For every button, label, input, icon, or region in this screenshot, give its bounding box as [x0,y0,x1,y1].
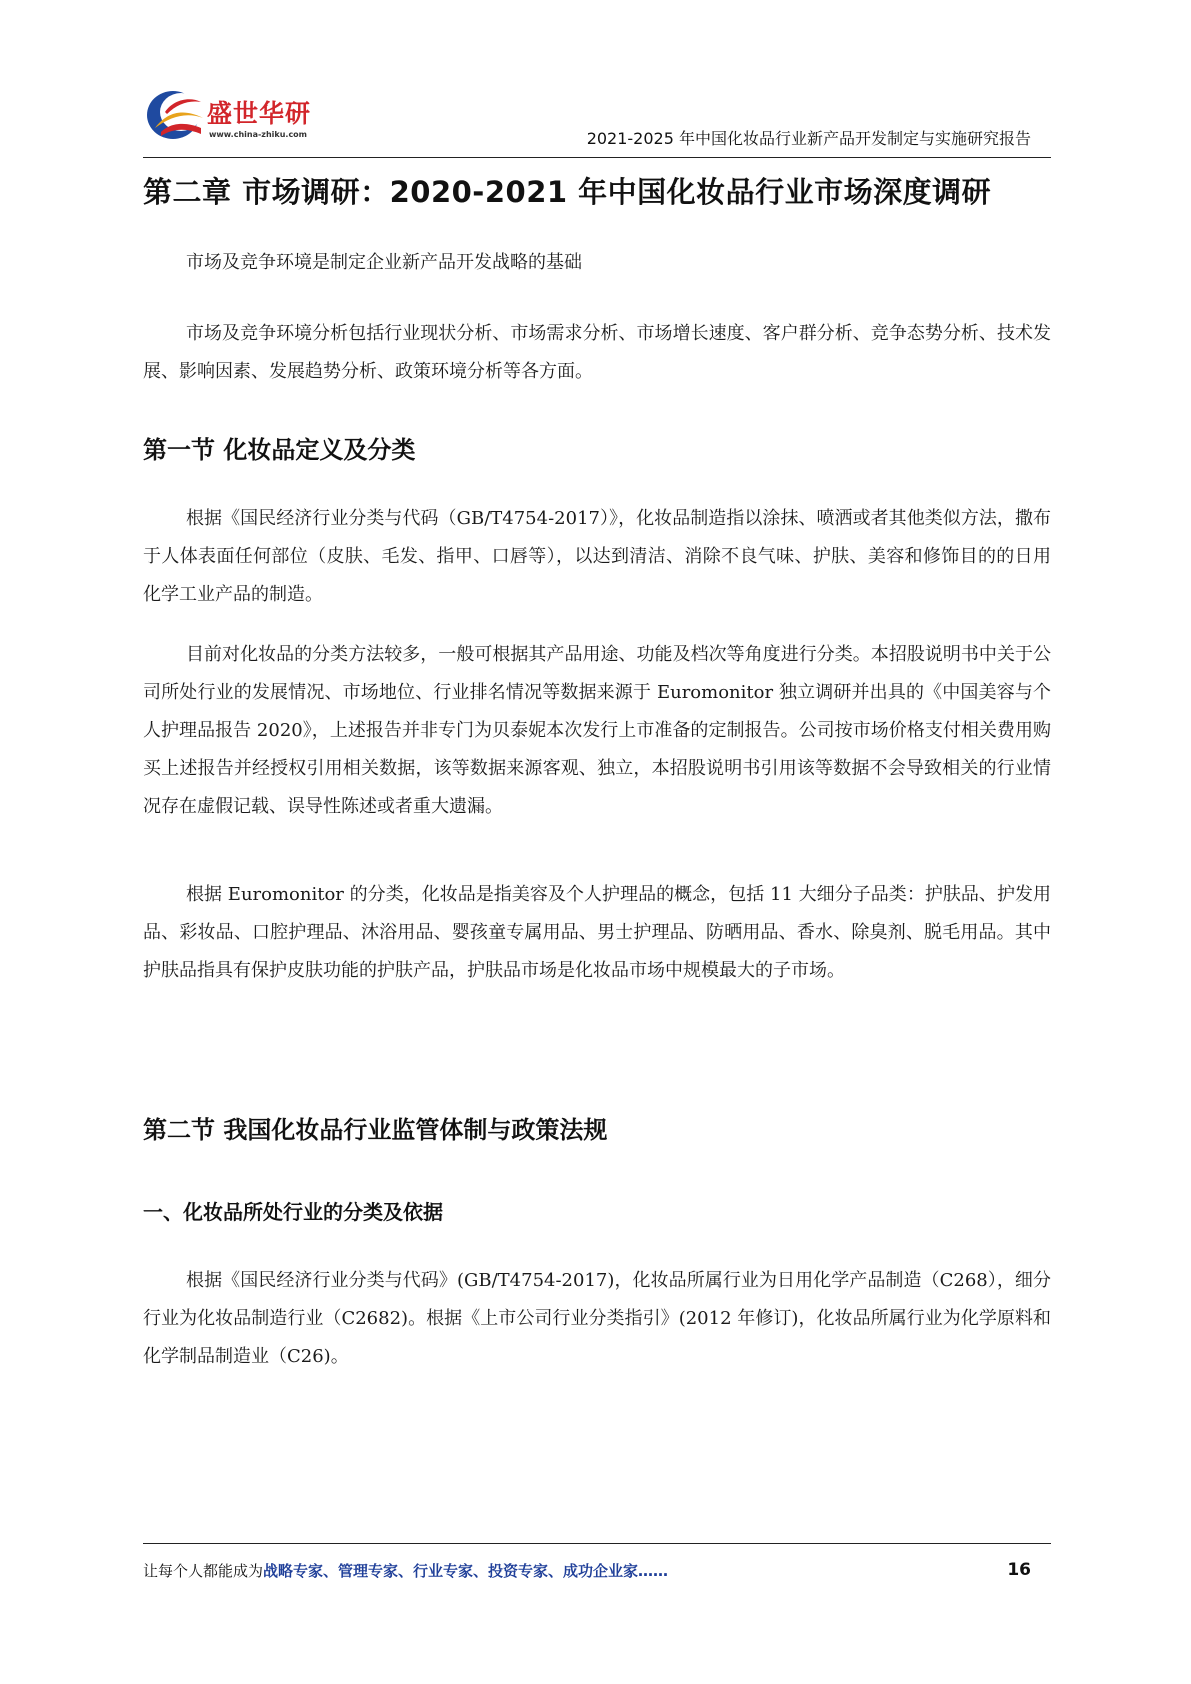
logo-url: www.china-zhiku.com [209,130,308,139]
footer-slogan-roles: 战略专家、管理专家、行业专家、投资专家、成功企业家…… [263,1562,669,1580]
chapter-title: 第二章 市场调研：2020-2021 年中国化妆品行业市场深度调研 [143,175,992,209]
company-logo [143,82,313,146]
paragraph-classification-methods: 目前对化妆品的分类方法较多，一般可根据其产品用途、功能及档次等角度进行分类。本招股说明书中关于公司所处行业的发展情况、市场地位、行业排名情况等数据来源于 Euromonitor 独立调研并出具的《中国美容与个人护理品报告 2020》，上述报告并非专门为贝泰妮本次发行上市准备的定制报告。公司按市场价格支付相关费用购买上述报告并经授权引用相关数据，该等数据来源客观、独立，本招股说明书引用该等数据不会导致相关的行业情况存在虚假记载、误导性陈述或者重大遗漏。 [143,644,1051,817]
paragraph-industry-classification: 根据《国民经济行业分类与代码》(GB/T4754-2017)，化妆品所属行业为日用化学产品制造（C268），细分行业为化妆品制造行业（C2682)。根据《上市公司行业分类指引》(2012 年修订)，化妆品所属行业为化学原料和化学制品制造业（C26)。 [143,1270,1051,1367]
header-divider [143,157,1051,158]
page-footer [143,1560,1051,1584]
logo-name: 盛世华研 [207,99,312,128]
paragraph-analysis-scope: 市场及竞争环境分析包括行业现状分析、市场需求分析、市场增长速度、客户群分析、竞争态势分析、技术发展、影响因素、发展趋势分析、政策环境分析等各方面。 [143,323,1051,382]
section-heading-2: 第二节 我国化妆品行业监管体制与政策法规 [143,1116,608,1144]
page-number: 16 [1007,1560,1031,1580]
logo-emblem-icon [143,82,207,144]
footer-slogan-prefix: 让每个人都能成为 [143,1562,264,1580]
page-header [143,82,1051,158]
paragraph-euromonitor-categories: 根据 Euromonitor 的分类，化妆品是指美容及个人护理品的概念，包括 11 大细分子品类：护肤品、护发用品、彩妆品、口腔护理品、沐浴用品、婴孩童专属用品、男士护理品、防晒用品、香水、除臭剂、脱毛用品。其中护肤品指具有保护皮肤功能的护肤产品，护肤品市场是化妆品市场中规模最大的子市场。 [143,884,1051,981]
paragraph-definition: 根据《国民经济行业分类与代码（GB/T4754-2017）》，化妆品制造指以涂抹、喷洒或者其他类似方法，撒布于人体表面任何部位（皮肤、毛发、指甲、口唇等），以达到清洁、消除不良气味、护肤、美容和修饰目的的日用化学工业产品的制造。 [143,508,1051,605]
report-title: 2021-2025 年中国化妆品行业新产品开发制定与实施研究报告 [586,129,1031,148]
footer-divider [143,1543,1051,1544]
paragraph-intro: 市场及竞争环境是制定企业新产品开发战略的基础 [186,252,582,273]
section-heading-1: 第一节 化妆品定义及分类 [143,436,416,464]
subsection-heading: 一、化妆品所处行业的分类及依据 [143,1200,443,1224]
